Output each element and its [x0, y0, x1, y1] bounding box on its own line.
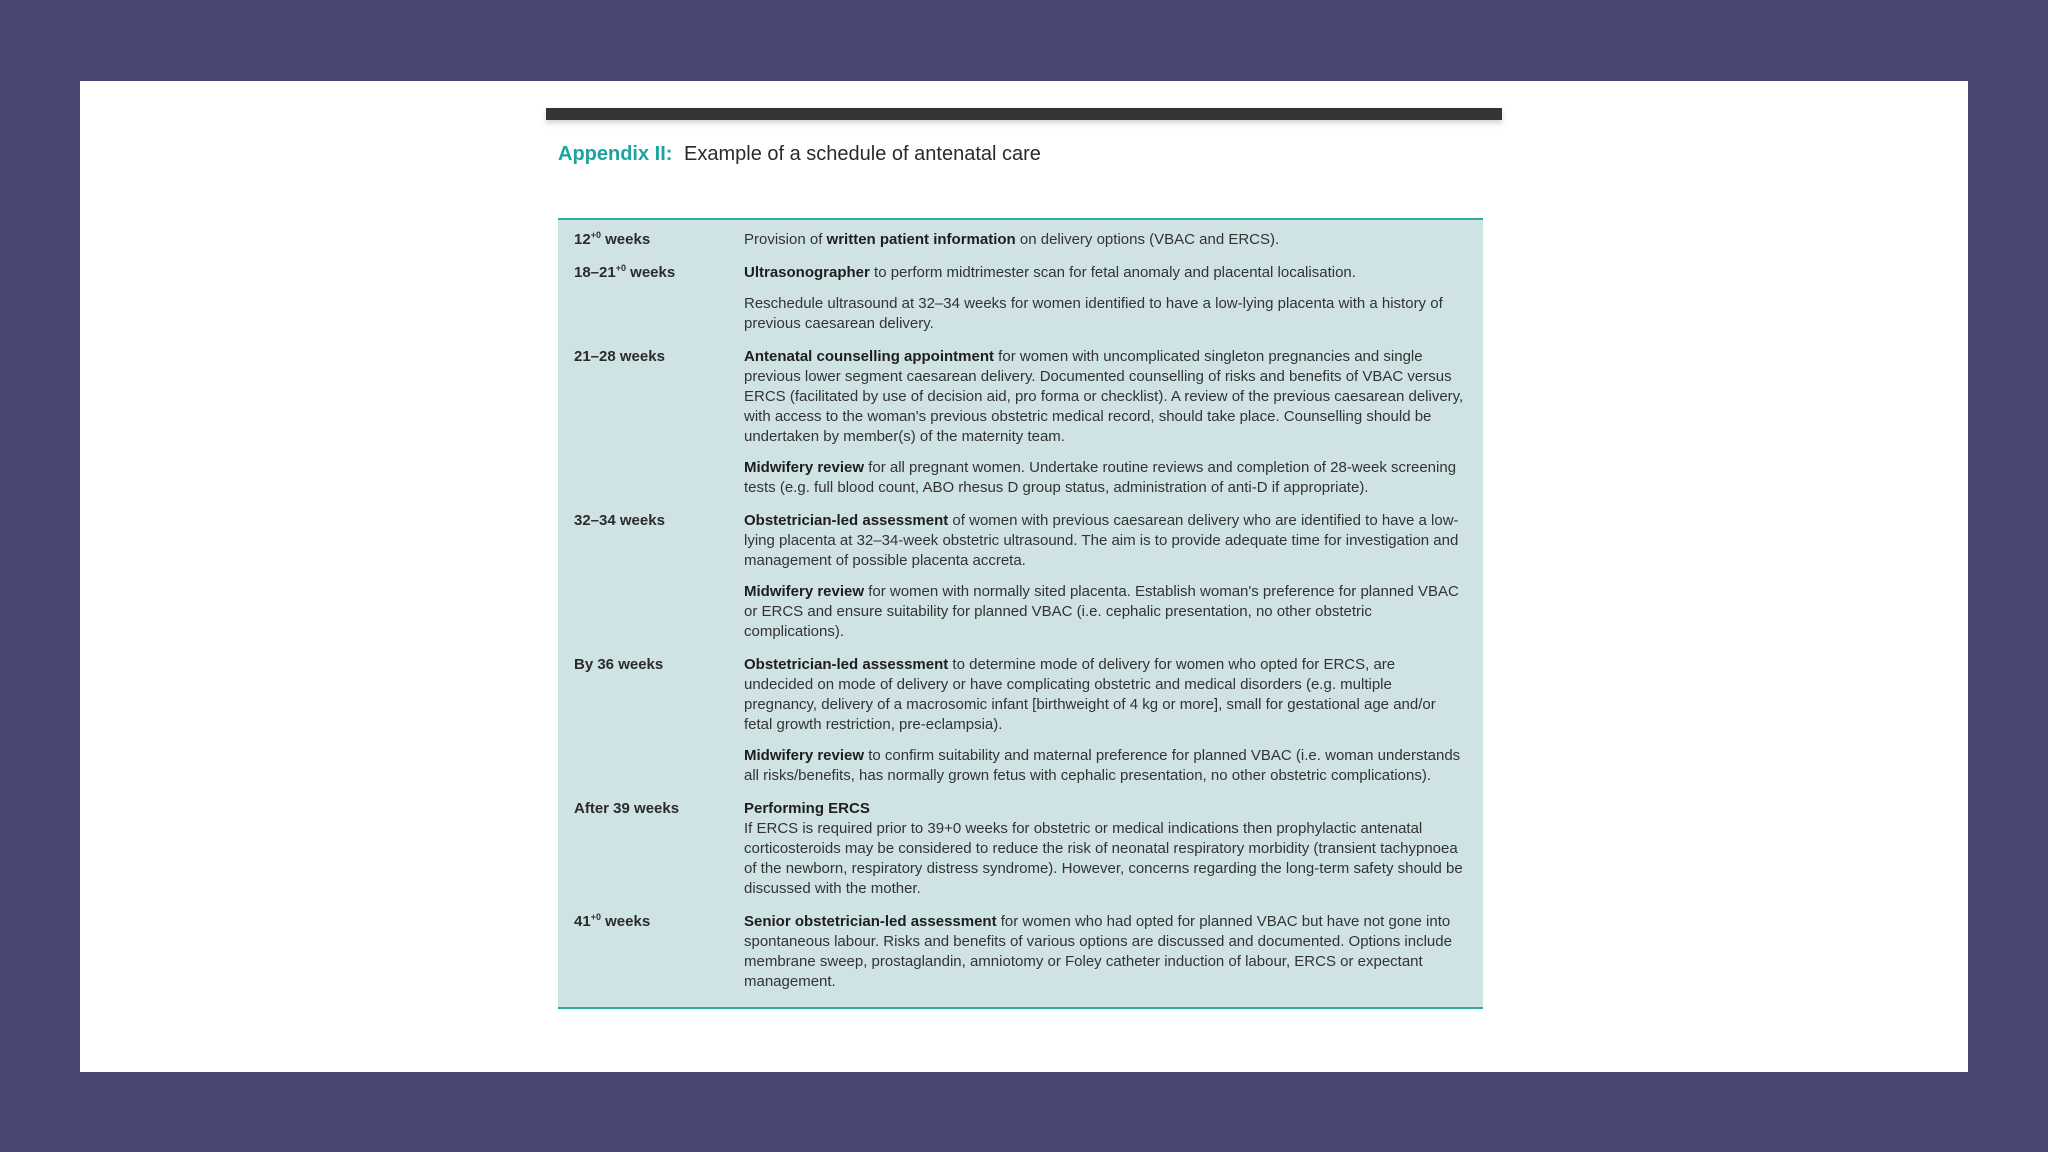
description-paragraph: [744, 799, 1467, 899]
appendix-label: Appendix II:: [558, 143, 673, 165]
schedule-description: [744, 228, 1467, 261]
schedule-week: [574, 345, 744, 509]
appendix-heading: [558, 138, 1502, 170]
paragraph-emphasis: Antenatal counselling appointment: [744, 348, 995, 365]
schedule-week: [574, 509, 744, 653]
paragraph-text: for women who had opted for planned VBAC but have not gone into spontaneous labour. Risks and benefits of various options are discussed and documented. Options include membrane sweep, prostaglandin, amniotomy or Foley catheter induction of labour, ERCS or expectant management.: [744, 913, 1452, 990]
week-suffix: weeks: [600, 231, 651, 248]
description-paragraph: [744, 511, 1467, 571]
schedule-week: [574, 653, 744, 797]
week-label: 32–34 weeks: [574, 512, 665, 529]
paragraph-text: to determine mode of delivery for women who opted for ERCS, are undecided on mode of delivery or have complicating obstetric and medical disorders (e.g. multiple pregnancy, delivery of a macrosomic infant [birthweight of 4 kg or more], small for gestational age and/or fetal growth restriction, pre-eclampsia).: [744, 656, 1436, 733]
week-label: By 36 weeks: [574, 656, 664, 673]
schedule-row: [558, 509, 1483, 653]
schedule-row: [558, 345, 1483, 509]
week-label: After 39 weeks: [574, 800, 680, 817]
description-paragraph: [744, 294, 1467, 334]
schedule-description: [744, 910, 1467, 1003]
description-paragraph: [744, 230, 1467, 250]
week-sup: +0: [615, 263, 626, 273]
description-paragraph: [744, 458, 1467, 498]
schedule-description: [744, 653, 1467, 797]
description-paragraph: [744, 347, 1467, 447]
paragraph-emphasis: written patient information: [826, 231, 1016, 248]
paragraph-text: for women with normally sited placenta. Establish woman's preference for planned VBAC or ERCS and ensure suitability for planned VBAC (i.e. cephalic presentation, no other obstetric complications).: [744, 583, 1459, 640]
week-suffix: weeks: [625, 264, 676, 281]
description-paragraph: [744, 912, 1467, 992]
description-paragraph: [744, 263, 1467, 283]
paragraph-emphasis: Midwifery review: [744, 459, 865, 476]
paragraph-emphasis: Obstetrician-led assessment: [744, 512, 949, 529]
schedule-description: [744, 797, 1467, 910]
schedule-description: [744, 345, 1467, 509]
paragraph-text: to confirm suitability and maternal preference for planned VBAC (i.e. woman understands all risks/benefits, has normally grown fetus with cephalic presentation, no other obstetric complications).: [744, 747, 1461, 784]
paragraph-emphasis: Midwifery review: [744, 583, 865, 600]
schedule-week: [574, 228, 744, 261]
paragraph-text: on delivery options (VBAC and ERCS).: [1015, 231, 1280, 248]
paragraph-emphasis: Obstetrician-led assessment: [744, 656, 949, 673]
paragraph-emphasis: Performing ERCS: [744, 800, 870, 817]
schedule-row: [558, 797, 1483, 910]
schedule-row: [558, 910, 1483, 1003]
week-label: 41: [574, 913, 591, 930]
week-sup: +0: [590, 912, 601, 922]
paragraph-text: Reschedule ultrasound at 32–34 weeks for women identified to have a low-lying placenta with a history of previous caesarean delivery.: [744, 295, 1443, 332]
schedule-week: [574, 910, 744, 1003]
schedule-row: [558, 261, 1483, 345]
description-paragraph: [744, 746, 1467, 786]
week-label: 18–21: [574, 264, 616, 281]
paragraph-lead: Provision of: [744, 231, 827, 248]
week-suffix: weeks: [600, 913, 651, 930]
schedule-table: [558, 218, 1483, 1009]
paragraph-text: for women with uncomplicated singleton pregnancies and single previous lower segment caesarean delivery. Documented counselling of risks and benefits of VBAC versus ERCS (facilitated by use of decision aid, pro forma or checklist). A review of the previous caesarean delivery, with access to the woman's previous obstetric medical record, should take place. Counselling should be undertaken by member(s) of the maternity team.: [744, 348, 1464, 445]
paragraph-text: of women with previous caesarean delivery who are identified to have a low-lying placenta at 32–34-week obstetric ultrasound. The aim is to provide adequate time for investigation and management of possible placenta accreta.: [744, 512, 1459, 569]
paragraph-emphasis: Ultrasonographer: [744, 264, 870, 281]
schedule-description: [744, 509, 1467, 653]
week-label: 21–28 weeks: [574, 348, 665, 365]
schedule-week: [574, 261, 744, 345]
document-page: [546, 108, 1502, 990]
schedule-description: [744, 261, 1467, 345]
header-bar: [546, 108, 1502, 120]
paragraph-text: for all pregnant women. Undertake routine reviews and completion of 28-week screening tests (e.g. full blood count, ABO rhesus D group status, administration of anti-D if appropriate).: [744, 459, 1457, 496]
paragraph-text: to perform midtrimester scan for fetal anomaly and placental localisation.: [869, 264, 1356, 281]
schedule-row: [558, 228, 1483, 261]
paragraph-block: If ERCS is required prior to 39+0 weeks for obstetric or medical indications then prophylactic antenatal corticosteroids may be considered to reduce the risk of neonatal respiratory morbidity (transient tachypnoea of the newborn, respiratory distress syndrome). However, concerns regarding the long-term safety should be discussed with the mother.: [744, 820, 1463, 897]
week-sup: +0: [590, 230, 601, 240]
appendix-title: Example of a schedule of antenatal care: [684, 143, 1041, 165]
description-paragraph: [744, 582, 1467, 642]
description-paragraph: [744, 655, 1467, 735]
schedule-row: [558, 653, 1483, 797]
week-label: 12: [574, 231, 591, 248]
schedule-week: [574, 797, 744, 910]
paragraph-emphasis: Senior obstetrician-led assessment: [744, 913, 997, 930]
slide: [80, 81, 1968, 1072]
paragraph-emphasis: Midwifery review: [744, 747, 865, 764]
